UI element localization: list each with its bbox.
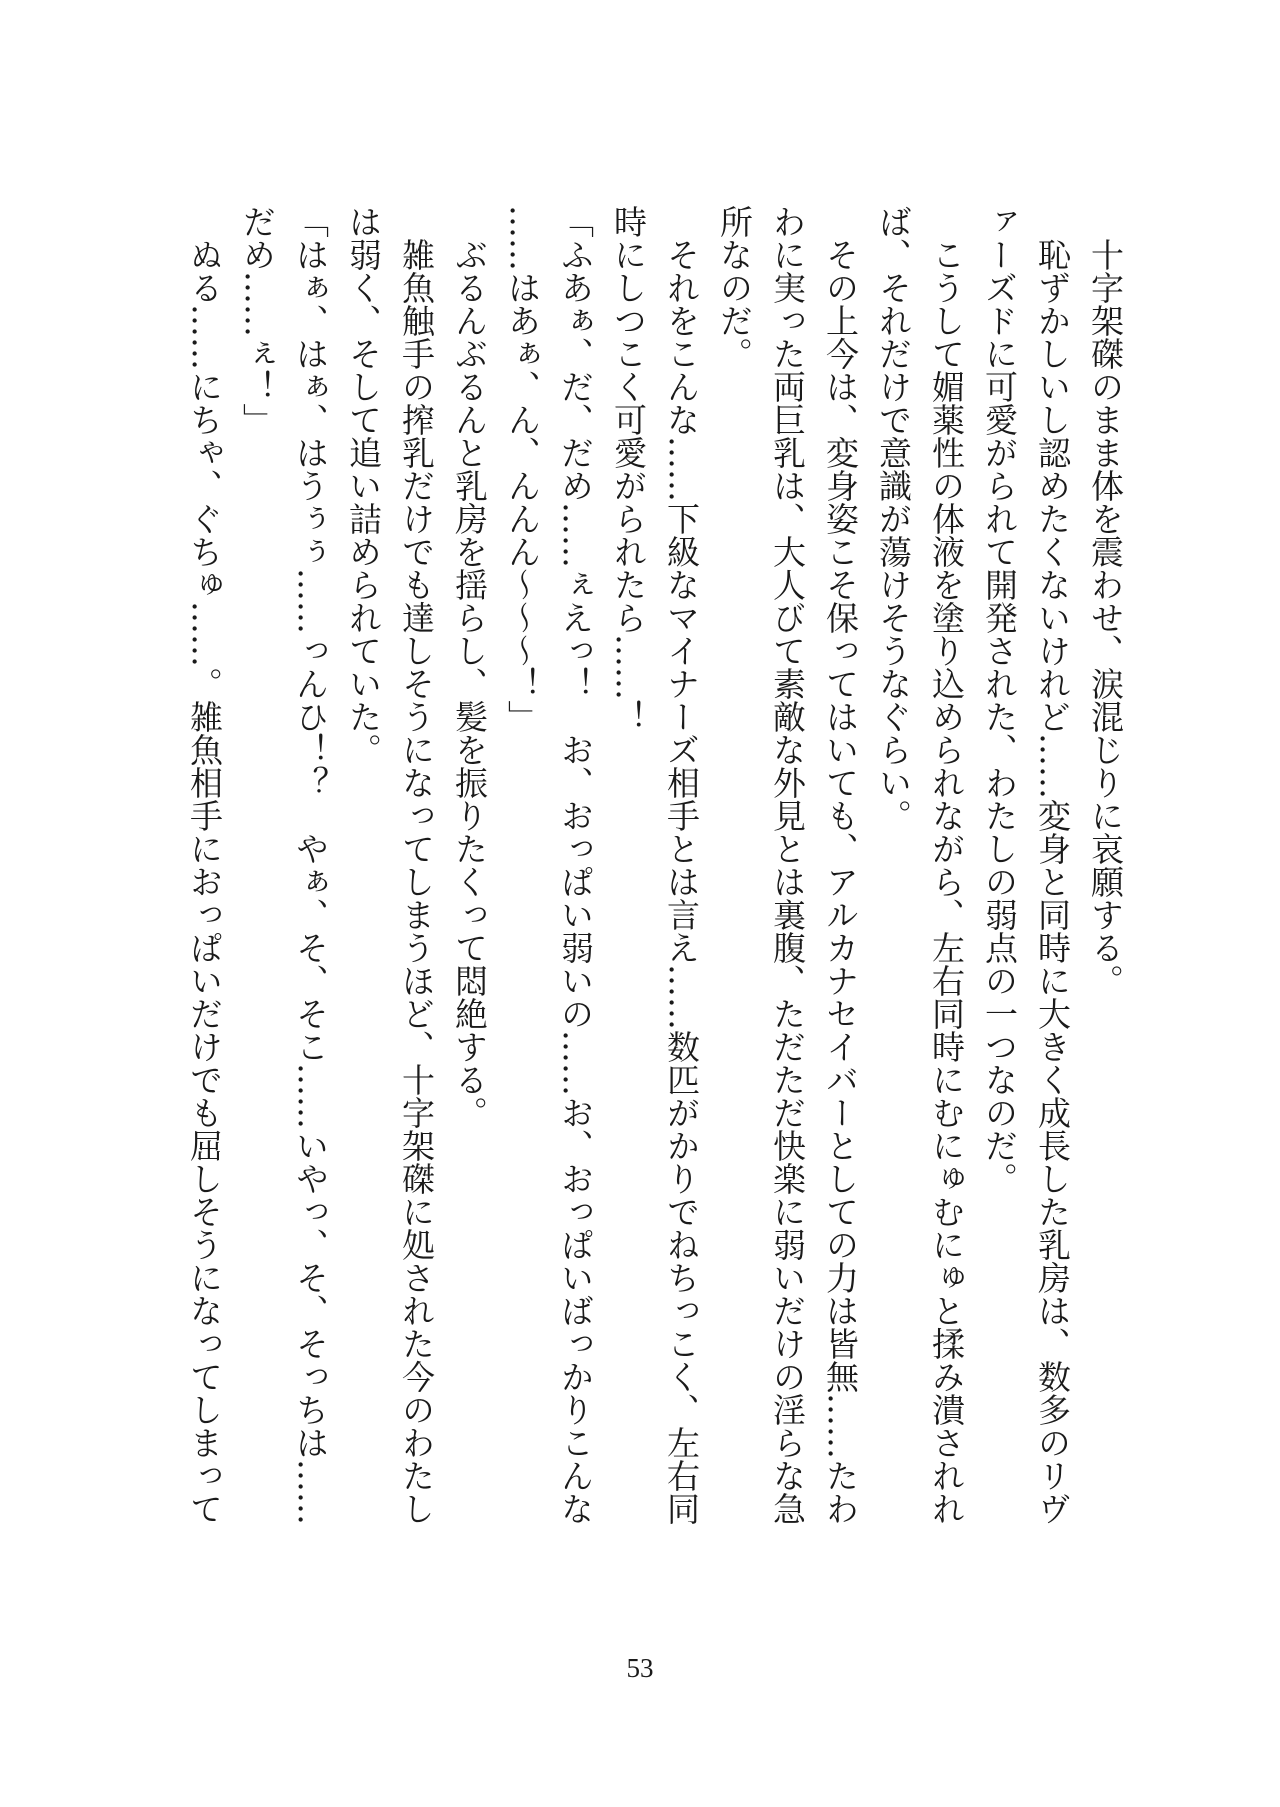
text-line: 雑魚触手の搾乳だけでも達しそうになってしまうほど、十字架磔に処された今のわたし <box>397 205 436 1525</box>
text-line: 所なのだ。 <box>715 205 754 370</box>
text-line: その上今は、変身姿こそ保ってはいても、アルカナセイバーとしての力は皆無……たわ <box>821 205 860 1525</box>
text-line: ば、それだけで意識が蕩けそうなぐらい。 <box>874 205 913 832</box>
vertical-text-block <box>178 205 1132 1575</box>
text-line: ……はあぁ、ん、んんん〜〜〜！」 <box>503 205 542 733</box>
text-line: 恥ずかしいし認めたくないけれど……変身と同時に大きく成長した乳房は、数多のリヴ <box>1033 205 1072 1525</box>
text-line: ァーズドに可愛がられて開発された、わたしの弱点の一つなのだ。 <box>980 205 1019 1195</box>
text-line: 時にしつこく可愛がられたら……！ <box>609 205 648 733</box>
text-line: 「はぁ、はぁ、はうぅぅ……っんひ！？ やぁ、そ、そこ……いやっ、そ、そっちは…… <box>291 205 330 1525</box>
text-line: ぶるんぶるんと乳房を揺らし、髪を振りたくって悶絶する。 <box>450 205 489 1129</box>
text-line: は弱く、そして追い詰められていた。 <box>344 205 383 766</box>
text-line: それをこんな……下級なマイナーズ相手とは言え……数匹がかりでねちっこく、左右同 <box>662 205 701 1525</box>
text-line: わに実った両巨乳は、大人びて素敵な外見とは裏腹、ただただ快楽に弱いだけの淫らな急 <box>768 205 807 1525</box>
text-line: だめ……ぇ！」 <box>238 205 277 436</box>
text-line: こうして媚薬性の体液を塗り込められながら、左右同時にむにゅむにゅと揉み潰されれ <box>927 205 966 1525</box>
text-line: ぬる……にちゃ、ぐちゅ……。雑魚相手におっぱいだけでも屈しそうになってしまって <box>185 205 224 1525</box>
text-line: 「ふあぁ、だ、だめ……ぇえっ！ お、おっぱい弱いの……お、おっぱいばっかりこんな <box>556 205 595 1525</box>
text-line: 十字架磔のまま体を震わせ、涙混じりに哀願する。 <box>1086 205 1125 997</box>
page-number: 53 <box>626 1653 654 1683</box>
